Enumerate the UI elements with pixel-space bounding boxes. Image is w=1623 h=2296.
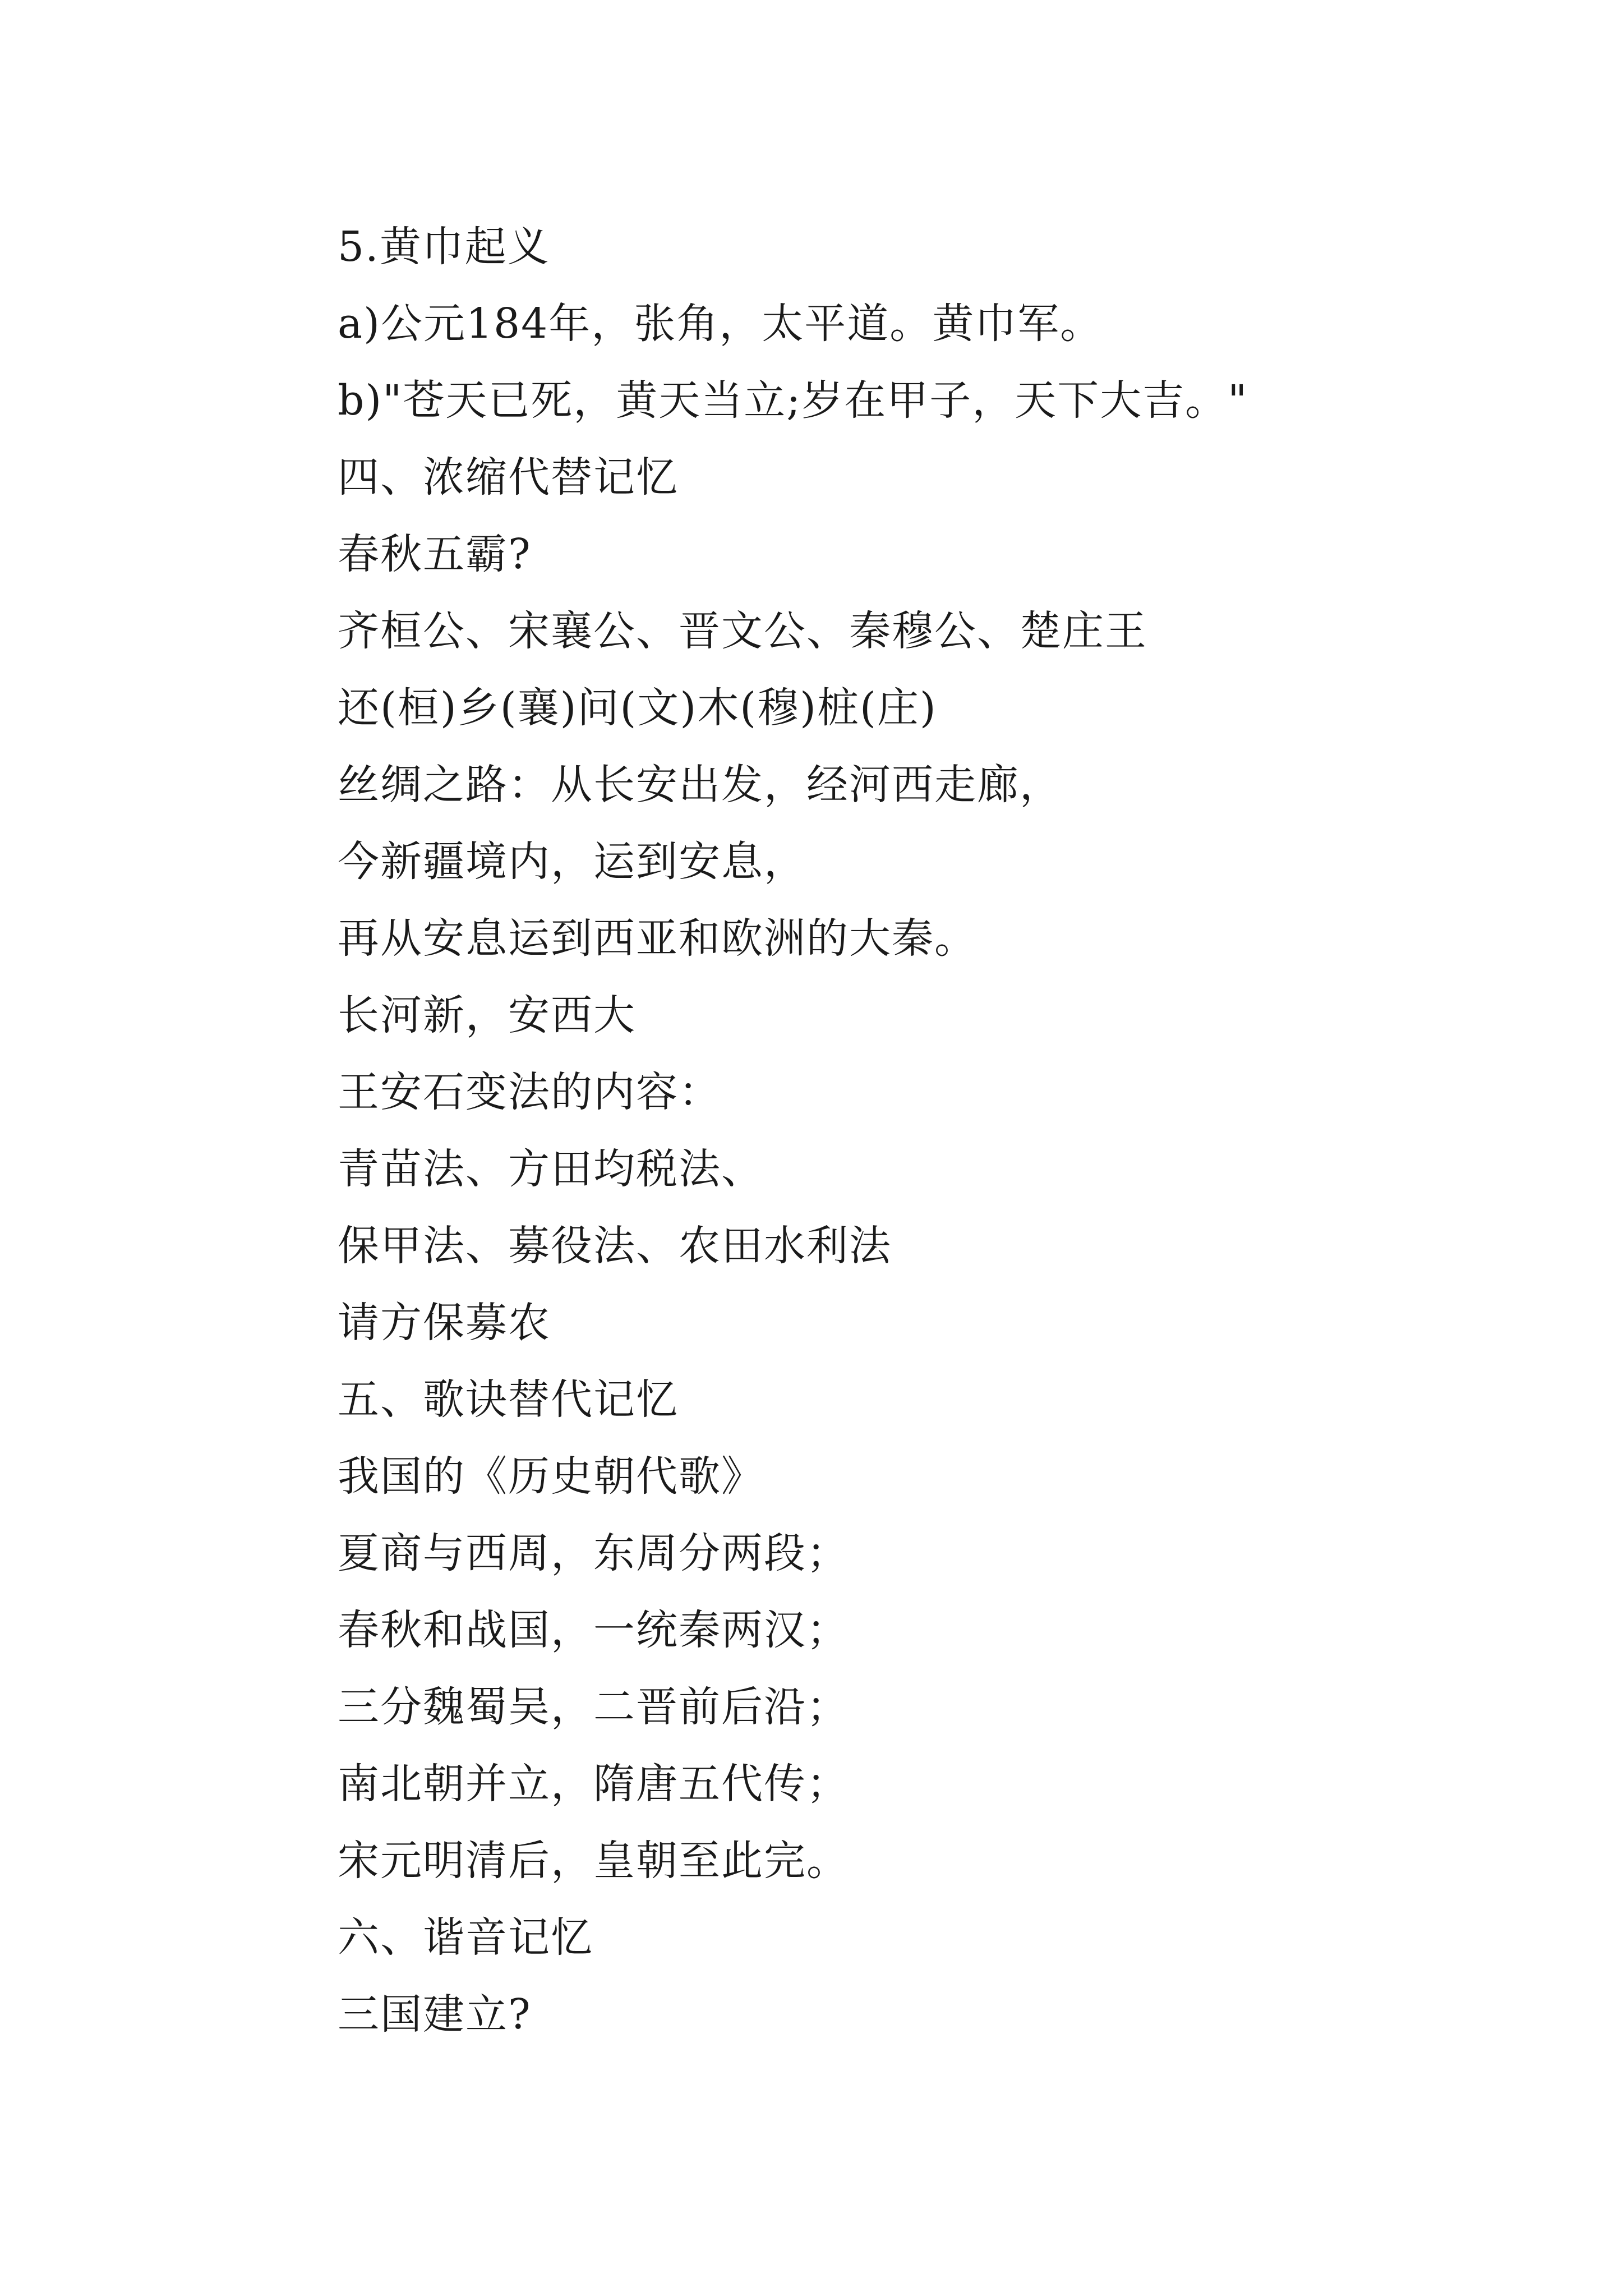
section-heading-yellow-turban: 5.黄巾起义: [338, 223, 550, 271]
text-line: 三国建立?: [338, 1990, 532, 2039]
text-line: 南北朝并立，隋唐五代传；: [338, 1760, 849, 1808]
text-line: a)公元184年，张角，太平道。黄巾军。: [338, 300, 1103, 348]
text-line: 长河新，安西大: [338, 991, 636, 1039]
text-line: 今新疆境内，运到安息，: [338, 838, 806, 886]
text-line: 还(桓)乡(襄)问(文)木(穆)桩(庄): [338, 684, 937, 732]
text-line: 春秋五霸?: [338, 530, 532, 578]
section-heading-mnemonic-verse: 五、歌诀替代记忆: [338, 1375, 679, 1424]
text-line: 丝绸之路：从长安出发，经河西走廊，: [338, 761, 1062, 809]
text-line: 春秋和战国，一统秦两汉；: [338, 1606, 849, 1654]
text-line: 三分魏蜀吴，二晋前后沿；: [338, 1683, 849, 1731]
text-line: 宋元明清后，皇朝至此完。: [338, 1837, 849, 1885]
text-line: 夏商与西周，东周分两段；: [338, 1529, 849, 1577]
text-line: 保甲法、募役法、农田水利法: [338, 1222, 892, 1270]
text-line: 请方保募农: [338, 1299, 551, 1347]
text-line: 再从安息运到西亚和欧洲的大秦。: [338, 914, 977, 963]
section-heading-homophone-memory: 六、谐音记忆: [338, 1913, 593, 1962]
text-line: 我国的《历史朝代歌》: [338, 1452, 764, 1501]
text-line: 齐桓公、宋襄公、晋文公、秦穆公、楚庄王: [338, 607, 1147, 655]
section-heading-condensed-memory: 四、浓缩代替记忆: [338, 453, 679, 501]
text-line: b)"苍天已死，黄天当立;岁在甲子，天下大吉。": [338, 376, 1248, 425]
text-line: 青苗法、方田均税法、: [338, 1145, 764, 1193]
document-body: [338, 209, 1487, 2053]
text-line: 王安石变法的内容：: [338, 1068, 721, 1116]
